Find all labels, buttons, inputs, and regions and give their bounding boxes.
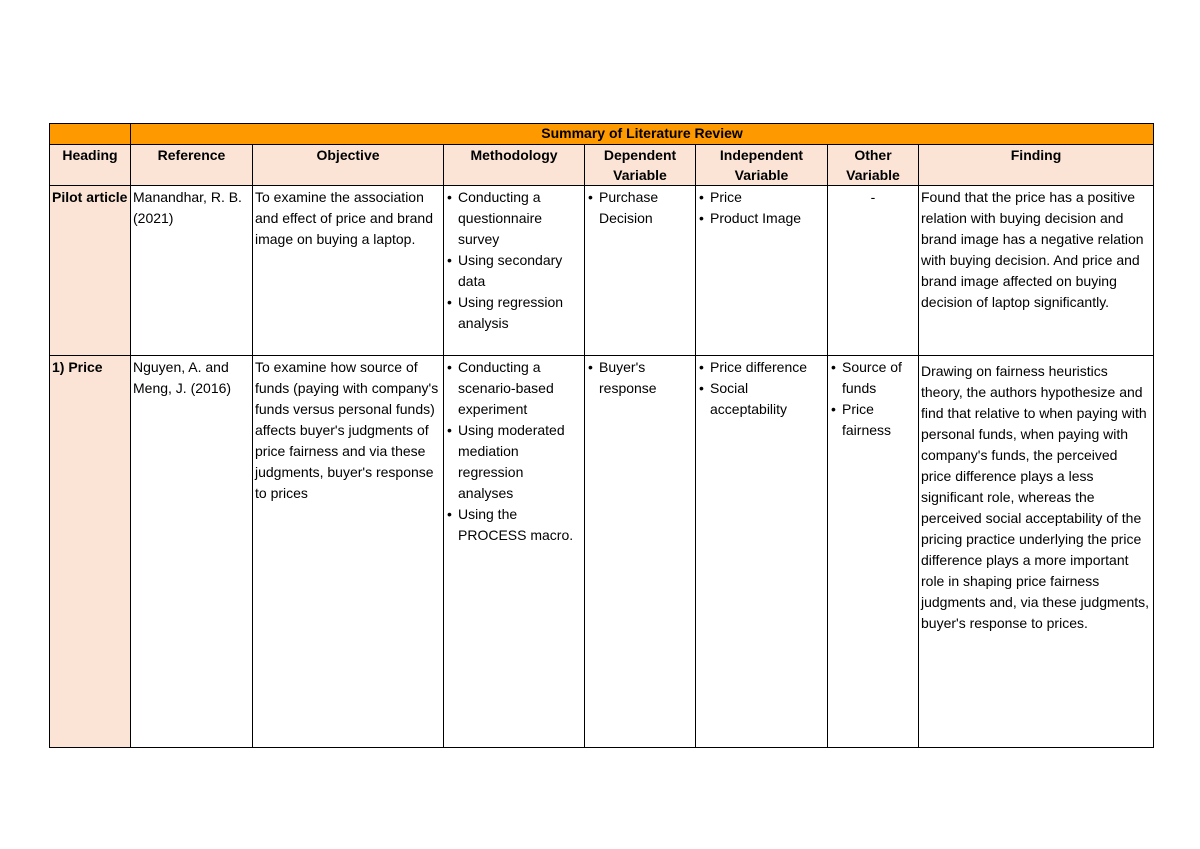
list-item: • Using the PROCESS macro. — [446, 504, 582, 546]
row-finding: Drawing on fairness heuristics theory, the authors hypothesize and find that relative to when paying with personal funds, when paying with company's funds, the perceived price difference plays a less significant role, whereas the perceived social acceptability of the pricing practice underlying the price difference plays a more important role in shaping price fairness judgments and, via these judgments, buyer's response to prices. — [919, 356, 1154, 748]
list-item: • Conducting a scenario-based experiment — [446, 357, 582, 420]
list-item: • Using moderated mediation regression analyses — [446, 420, 582, 504]
list-item: • Using secondary data — [446, 250, 582, 292]
row-independent-variable — [696, 356, 828, 748]
header-heading: Heading — [50, 145, 131, 186]
row-objective: To examine how source of funds (paying with company's funds versus personal funds) affects buyer's judgments of price fairness and via these judgments, buyer's response to prices — [253, 356, 444, 748]
row-dependent-variable — [585, 186, 696, 356]
row-dependent-variable — [585, 356, 696, 748]
independent-list — [698, 357, 825, 420]
table-row — [50, 186, 1154, 356]
header-reference: Reference — [131, 145, 253, 186]
row-methodology — [444, 186, 585, 356]
list-item: • Price — [698, 187, 825, 208]
list-item: • Buyer's response — [587, 357, 693, 399]
dependent-list — [587, 187, 693, 229]
other-list — [830, 357, 916, 441]
title-corner-cell — [50, 124, 131, 145]
row-independent-variable — [696, 186, 828, 356]
list-item: • Product Image — [698, 208, 825, 229]
header-objective: Objective — [253, 145, 444, 186]
row-objective: To examine the association and effect of price and brand image on buying a laptop. — [253, 186, 444, 356]
literature-review-table — [49, 123, 1154, 748]
row-finding: Found that the price has a positive relation with buying decision and brand image has a negative relation with buying decision. And price and brand image affected on buying decision of laptop significantly. — [919, 186, 1154, 356]
list-item: • Conducting a questionnaire survey — [446, 187, 582, 250]
methodology-list — [446, 357, 582, 546]
header-finding: Finding — [919, 145, 1154, 186]
dependent-list — [587, 357, 693, 399]
header-row — [50, 145, 1154, 186]
row-other-variable: - — [828, 186, 919, 356]
title-row — [50, 124, 1154, 145]
table-row — [50, 356, 1154, 748]
header-methodology: Methodology — [444, 145, 585, 186]
row-methodology — [444, 356, 585, 748]
table-title: Summary of Literature Review — [131, 124, 1154, 145]
row-reference: Manandhar, R. B. (2021) — [131, 186, 253, 356]
list-item: • Using regression analysis — [446, 292, 582, 334]
list-item: • Price fairness — [830, 399, 916, 441]
row-heading: Pilot article — [50, 186, 131, 356]
methodology-list — [446, 187, 582, 334]
list-item: • Purchase Decision — [587, 187, 693, 229]
row-heading: 1) Price — [50, 356, 131, 748]
header-other-variable: Other Variable — [828, 145, 919, 186]
header-independent-variable: Independent Variable — [696, 145, 828, 186]
header-dependent-variable: Dependent Variable — [585, 145, 696, 186]
list-item: • Social acceptability — [698, 378, 825, 420]
row-other-variable — [828, 356, 919, 748]
independent-list — [698, 187, 825, 229]
row-reference: Nguyen, A. and Meng, J. (2016) — [131, 356, 253, 748]
list-item: • Price difference — [698, 357, 825, 378]
list-item: • Source of funds — [830, 357, 916, 399]
